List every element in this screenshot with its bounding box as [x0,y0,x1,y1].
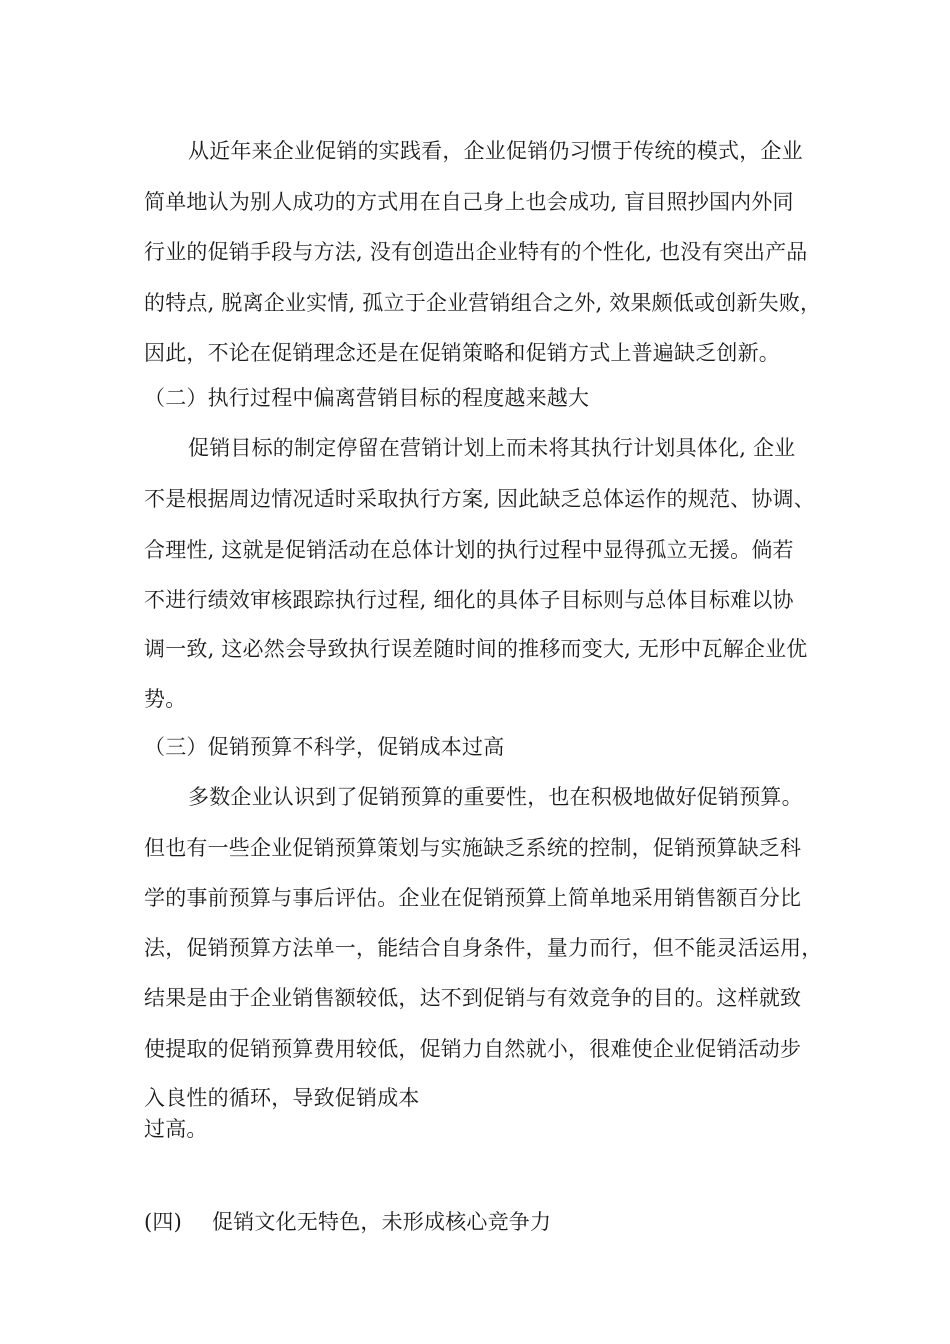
paragraph-line: 合理性, 这就是促销活动在总体计划的执行过程中显得孤立无援。倘若 [144,538,794,562]
section-number: (四) [144,1210,182,1234]
paragraph-line: 过高。 [144,1117,208,1141]
paragraph-line: 不是根据周边情况适时采取执行方案, 因此缺乏总体运作的规范、协调、 [144,487,815,511]
paragraph-line: 促销目标的制定停留在营销计划上而未将其执行计划具体化, 企业 [188,436,796,460]
paragraph-line: 法，促销预算方法单一，能结合自身条件，量力而行，但不能灵活运用， [144,936,823,960]
paragraph-line: 的特点, 脱离企业实情, 孤立于企业营销组合之外, 效果颇低或创新失败， [144,291,822,315]
paragraph-line: 势。 [144,687,187,711]
paragraph-line: 不进行绩效审核跟踪执行过程, 细化的具体子目标则与总体目标难以协 [144,588,794,612]
section-heading: （三）促销预算不科学，促销成本过高 [144,735,505,759]
section-heading: 促销文化无特色，未形成核心竞争力 [212,1210,552,1234]
paragraph-line: 但也有一些企业促销预算策划与实施缺乏系统的控制，促销预算缺乏科 [144,836,802,860]
section-heading: （二）执行过程中偏离营销目标的程度越来越大 [144,386,590,410]
paragraph-line: 从近年来企业促销的实践看，企业促销仍习惯于传统的模式，企业 [188,139,803,163]
paragraph-line: 使提取的促销预算费用较低，促销力自然就小，很难使企业促销活动步 [144,1037,802,1061]
paragraph-line: 因此，不论在促销理念还是在促销策略和促销方式上普遍缺乏创新。 [144,341,780,365]
paragraph-line: 简单地认为别人成功的方式用在自己身上也会成功, 盲目照抄国内外同 [144,190,794,214]
paragraph-line: 学的事前预算与事后评估。企业在促销预算上简单地采用销售额百分比 [144,886,802,910]
paragraph-line: 调一致, 这必然会导致执行误差随时间的推移而变大, 无形中瓦解企业优 [144,637,808,661]
paragraph-line: 行业的促销手段与方法, 没有创造出企业特有的个性化, 也没有突出产品 [144,240,808,264]
paragraph-line: 入良性的循环，导致促销成本 [144,1086,420,1110]
paragraph-line: 多数企业认识到了促销预算的重要性，也在积极地做好促销预算。 [188,785,803,809]
paragraph-line: 结果是由于企业销售额较低，达不到促销与有效竞争的目的。这样就致 [144,986,802,1010]
